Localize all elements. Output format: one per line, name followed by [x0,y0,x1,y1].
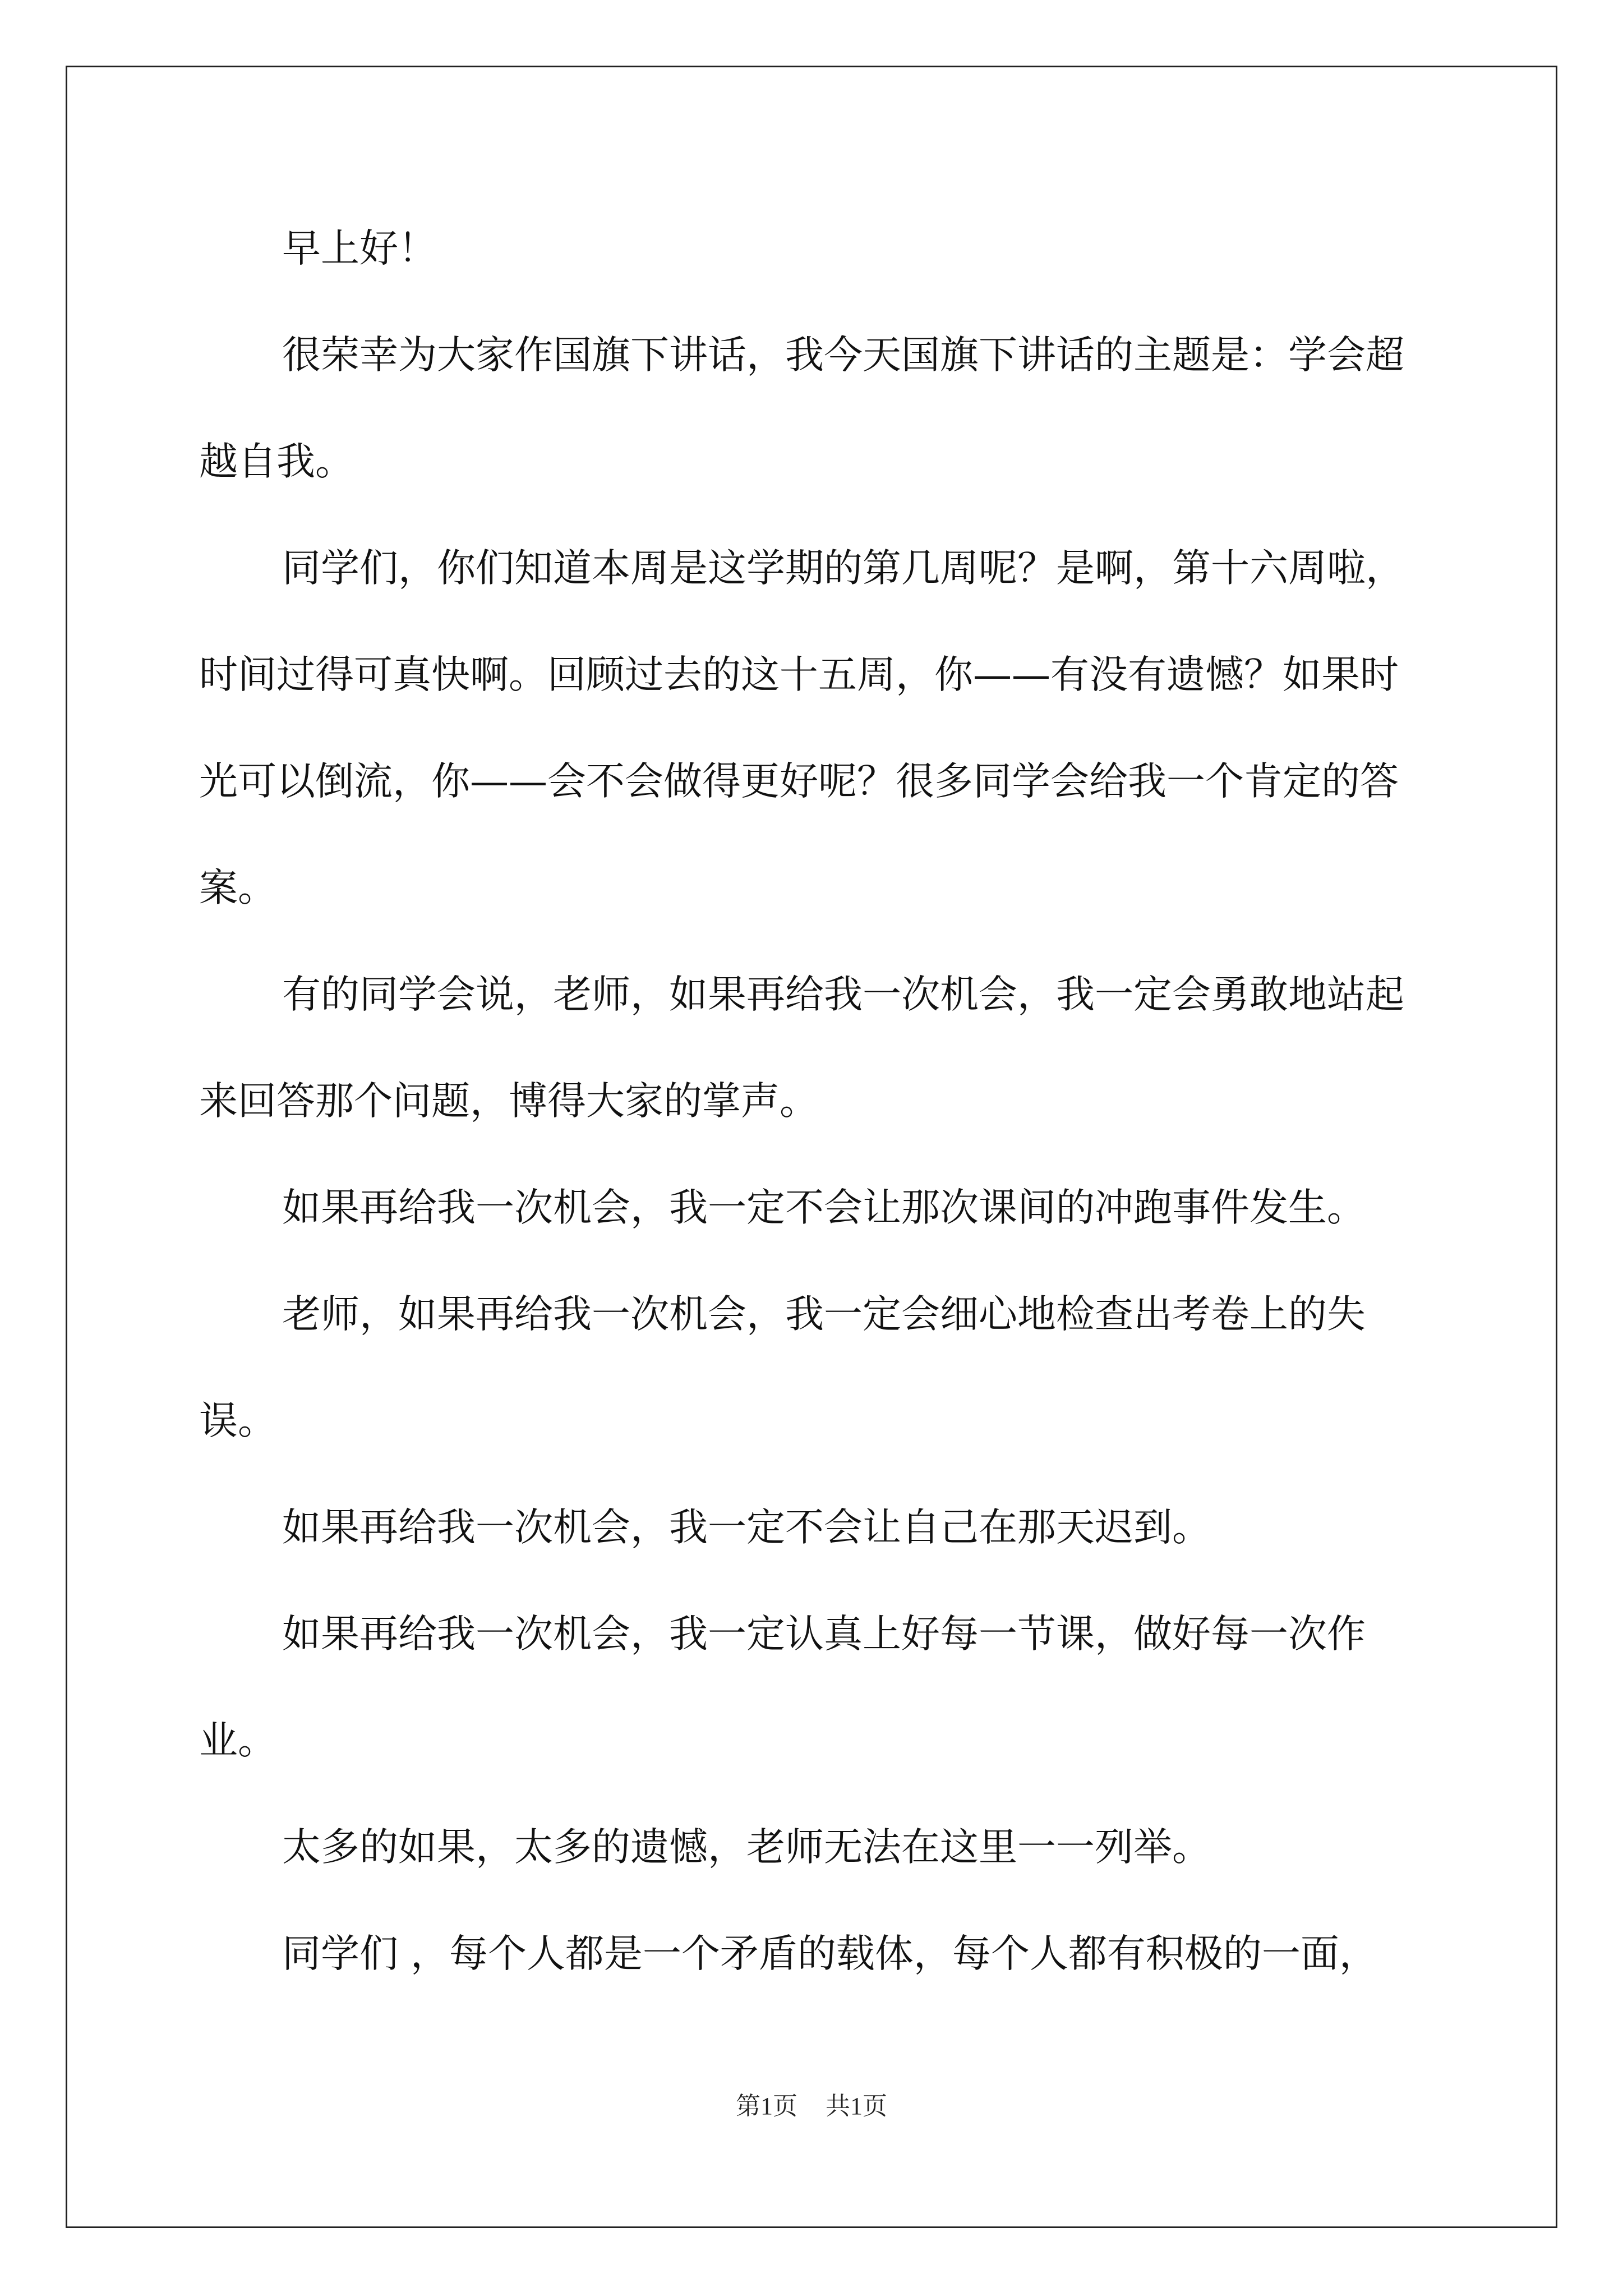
paragraph-answer-late: 如果再给我一次机会，我一定不会让自己在那天迟到。 [282,1505,1211,1550]
paragraph-regrets: 太多的如果，太多的遗憾，老师无法在这里一一列举。 [282,1825,1211,1870]
paragraph-reflection: 同学们，你们知道本周是这学期的第几周呢？是啊，第十六周啦，时间过得可真快啊。回顾过去的这十五周，你——有没有遗憾？如果时光可以倒流，你——会不会做得更好呢？很多同学会给我一个肯定的答案。 [199,546,1404,910]
paragraph-topic: 很荣幸为大家作国旗下讲话，我今天国旗下讲话的主题是：学会超越自我。 [199,333,1404,484]
page-number-current: 第1页 [736,2092,797,2120]
paragraph-answer-running: 如果再给我一次机会，我一定不会让那次课间的冲跑事件发生。 [282,1185,1366,1230]
paragraph-contradiction: 同学们 ，每个人都是一个矛盾的载体，每个人都有积极的一面， [282,1931,1378,1976]
paragraph-answer-stand-up: 有的同学会说，老师，如果再给我一次机会，我一定会勇敢地站起来回答那个问题，博得大家的掌声。 [199,972,1404,1124]
paragraph-answer-homework: 如果再给我一次机会，我一定认真上好每一节课，做好每一次作业。 [199,1612,1366,1763]
page-footer [0,2086,1623,2122]
page-number-total: 共1页 [826,2092,887,2120]
paragraph-answer-exam: 老师，如果再给我一次机会，我一定会细心地检查出考卷上的失误。 [199,1292,1366,1443]
paragraph-greeting: 早上好！ [282,226,437,271]
